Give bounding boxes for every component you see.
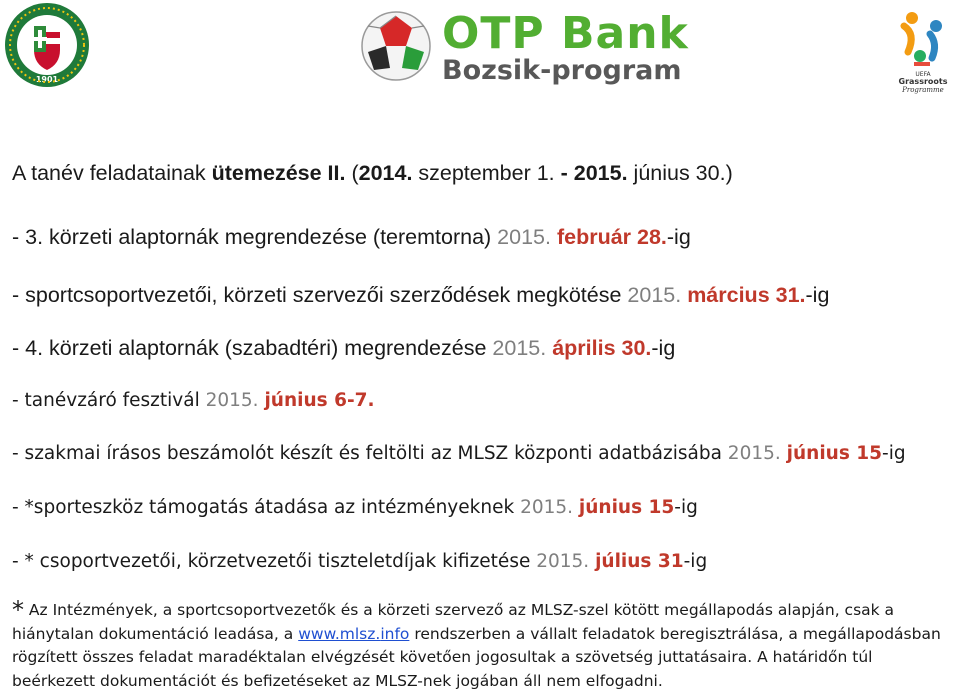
- mlsz-link[interactable]: www.mlsz.: [298, 624, 381, 643]
- item-deadline: március 31.: [687, 283, 806, 307]
- item-year: 2015.: [497, 225, 557, 249]
- schedule-item: [12, 224, 691, 250]
- title-text: A tanév feladatainak: [12, 161, 212, 185]
- title-end-date: június 30.): [627, 161, 733, 185]
- title-bold: ütemezése II.: [211, 161, 346, 185]
- schedule-item: [12, 441, 906, 467]
- item-deadline: június 15: [578, 497, 675, 518]
- item-text: - tanévzáró fesztivál: [12, 390, 206, 411]
- schedule-title: [12, 160, 733, 186]
- schedule-item: [12, 388, 375, 414]
- item-text: - szakmai írásos beszámolót készít és feltölti az MLSZ központi adatbázisába: [12, 443, 728, 464]
- title-year-end: 2015.: [573, 161, 628, 185]
- item-suffix: -ig: [882, 443, 906, 464]
- uefa-grassroots-logo: [890, 4, 956, 94]
- item-year: 2015.: [520, 497, 579, 518]
- svg-text:Grassroots: Grassroots: [898, 77, 948, 86]
- schedule-item: [12, 282, 829, 308]
- soccer-ball-icon: [358, 8, 434, 84]
- mlsz-logo: [4, 2, 90, 88]
- item-text: - 3. körzeti alaptornák megrendezése (teremtorna): [12, 225, 498, 249]
- title-start-date: szeptember 1.: [412, 161, 561, 185]
- item-suffix: -ig: [666, 225, 691, 249]
- item-text: - *sporteszköz támogatás átadása az intézményeknek: [12, 497, 521, 518]
- mlsz-link-info[interactable]: info: [380, 624, 410, 643]
- item-deadline: június 15: [786, 443, 883, 464]
- title-paren: (: [345, 161, 359, 185]
- item-year: 2015.: [492, 336, 553, 360]
- svg-text:UEFA: UEFA: [915, 71, 931, 78]
- footnote: [12, 596, 947, 693]
- item-year: 2015.: [727, 443, 787, 464]
- schedule-item: [12, 549, 707, 575]
- schedule-item: [12, 495, 698, 521]
- item-text: - 4. körzeti alaptornák (szabadtéri) megrendezése: [12, 336, 493, 360]
- mlsz-logo-year: 1901: [35, 75, 59, 84]
- item-year: 2015.: [627, 283, 688, 307]
- item-deadline: április 30.: [552, 336, 652, 360]
- schedule-item: [12, 335, 675, 361]
- item-deadline: július 31: [595, 551, 684, 572]
- otp-bozsik-logo: [442, 10, 689, 86]
- item-text: - * csoportvezetői, körzetvezetői tiszteletdíjak kifizetése: [12, 551, 537, 572]
- item-deadline: június 6-7.: [264, 390, 375, 411]
- otp-logo-title: OTP Bank: [442, 8, 689, 59]
- title-year-start: 2014.: [358, 161, 413, 185]
- footnote-text-continued: rendszerben a vállalt feladatok beregisztrálása, a megállapodásban rögzített összes feladat maradéktalan elvégzését követően jogosultak a szövetség juttatásaira. A határidőn túl beérkezett dokumentációt és befizetéseket az MLSZ-nek jogában áll nem elfogadni.: [12, 624, 941, 690]
- footnote-text: Az Intézmények, a sportcsoportvezetők és a körzeti szervező az MLSZ-szel kötött megállapodás alapján, csak a hiánytalan dokumentáció leadása, a: [12, 601, 895, 643]
- item-year: 2015.: [205, 390, 265, 411]
- item-suffix: -ig: [683, 551, 708, 572]
- item-suffix: -ig: [805, 283, 830, 307]
- title-dash: -: [560, 161, 574, 185]
- footnote-star: *: [12, 596, 24, 624]
- item-suffix: -ig: [674, 497, 698, 518]
- item-text: - sportcsoportvezetői, körzeti szervezői szerződések megkötése: [12, 283, 628, 307]
- item-year: 2015.: [536, 551, 596, 572]
- otp-logo-subtitle: Bozsik-program: [442, 55, 682, 86]
- item-deadline: február 28.: [556, 225, 667, 249]
- item-suffix: -ig: [651, 336, 676, 360]
- svg-text:Programme: Programme: [902, 86, 944, 94]
